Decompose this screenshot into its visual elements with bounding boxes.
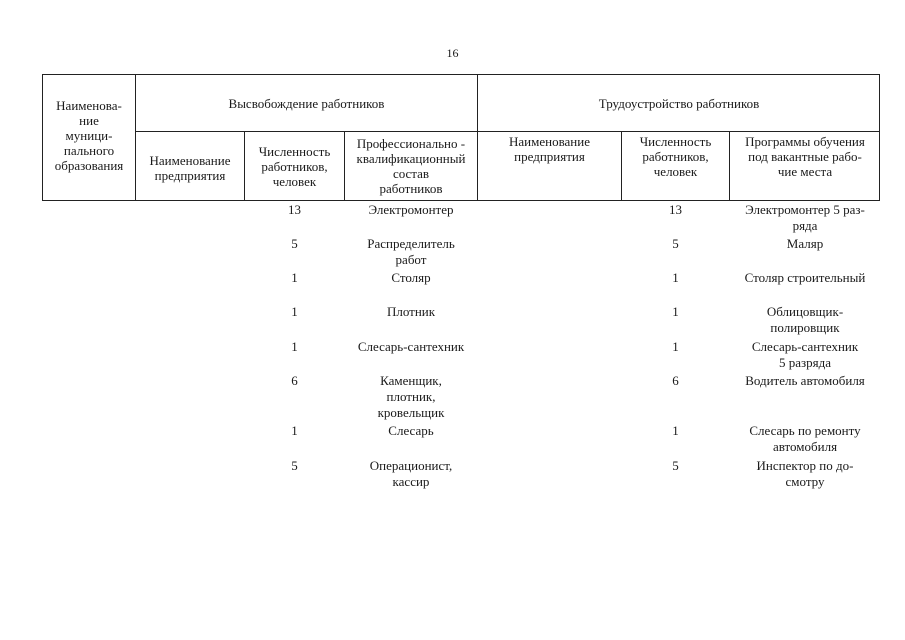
header-release-qualification: Профессионально - квалификационный состав работников (356, 136, 466, 196)
employment-count-cell: 5 (672, 236, 679, 251)
header-employment-group: Трудоустройство работников (598, 96, 760, 111)
header-release-group: Высвобождение работников (228, 96, 385, 111)
program-cell: Электромонтер 5 раз- ряда (745, 202, 865, 233)
release-count-cell: 5 (291, 458, 298, 473)
release-count-cell: 5 (291, 236, 298, 251)
qualification-cell: Столяр (391, 270, 431, 285)
release-count-cell: 13 (288, 202, 301, 217)
release-count-cell: 1 (291, 270, 298, 285)
qualification-cell: Операционист, кассир (369, 458, 453, 489)
program-cell: Слесарь по ремонту автомобиля (749, 423, 861, 454)
qualification-cell: Слесарь-сантехник (357, 339, 465, 354)
program-cell: Столяр строительный (744, 270, 866, 285)
program-cell: Слесарь-сантехник 5 разряда (751, 339, 859, 370)
header-municipality: Наименова- ние муници- пального образования (54, 98, 124, 173)
page-number: 16 (446, 46, 459, 60)
employment-count-cell: 1 (672, 339, 679, 354)
qualification-cell: Плотник (386, 304, 436, 319)
header-release-company: Наименование предприятия (149, 153, 231, 183)
qualification-cell: Электромонтер (368, 202, 454, 217)
employment-count-cell: 5 (672, 458, 679, 473)
qualification-cell: Каменщик, плотник, кровельщик (377, 373, 445, 420)
qualification-cell: Распределитель работ (367, 236, 455, 267)
employment-count-cell: 1 (672, 423, 679, 438)
qualification-cell: Слесарь (388, 423, 434, 438)
employment-count-cell: 13 (669, 202, 682, 217)
release-count-cell: 6 (291, 373, 298, 388)
header-employment-count: Численность работников, человек (639, 134, 712, 179)
employment-count-cell: 1 (672, 270, 679, 285)
release-count-cell: 1 (291, 339, 298, 354)
header-employment-company: Наименование предприятия (509, 134, 590, 164)
release-count-cell: 1 (291, 423, 298, 438)
divider-subheader (135, 131, 880, 132)
header-employment-programs: Программы обучения под вакантные рабо- чие места (745, 134, 865, 179)
program-cell: Маляр (786, 236, 824, 251)
release-count-cell: 1 (291, 304, 298, 319)
program-cell: Облицовщик- полировщик (766, 304, 844, 335)
employment-count-cell: 6 (672, 373, 679, 388)
header-release-count: Численность работников, человек (258, 144, 331, 189)
program-cell: Инспектор по до- смотру (756, 458, 854, 489)
program-cell: Водитель автомобиля (745, 373, 865, 388)
employment-count-cell: 1 (672, 304, 679, 319)
